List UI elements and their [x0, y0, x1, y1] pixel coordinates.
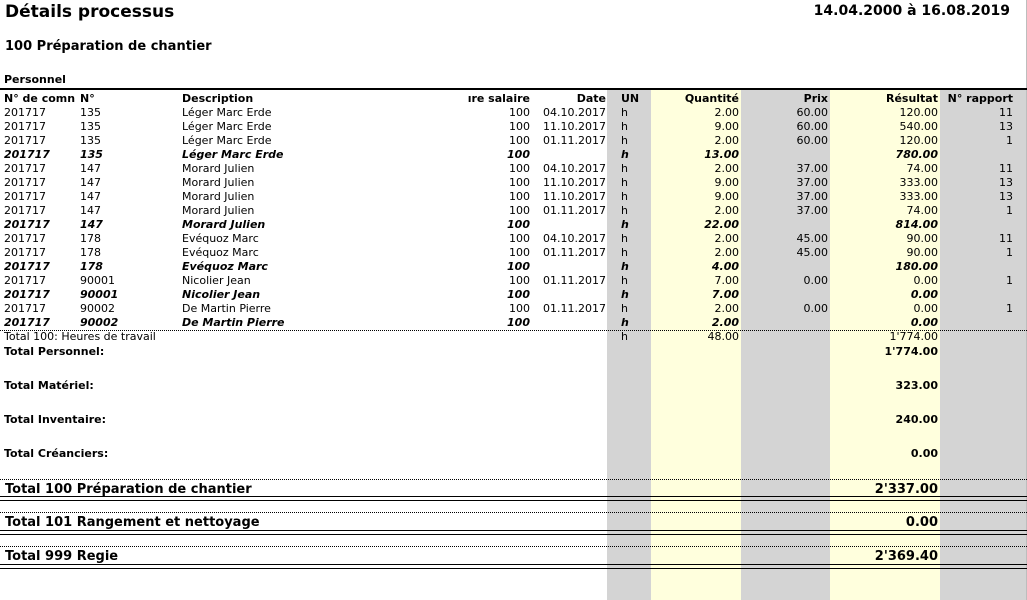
cell-qty: 9.00: [714, 190, 739, 203]
cell-cmd: 201717: [4, 134, 46, 147]
cell-date: [534, 316, 606, 330]
cell-date: 01.11.2017: [543, 204, 606, 217]
cell-price: [741, 218, 828, 232]
cell-price: 37.00: [796, 204, 828, 217]
cell-cmd: 201717: [4, 260, 50, 273]
cell-date: [534, 218, 606, 232]
cell-qty: 2.00: [711, 316, 739, 329]
cell-res: 780.00: [895, 148, 938, 161]
grand-total-value: 2'369.40: [874, 549, 938, 564]
grand-total-101: [0, 513, 1027, 531]
col-header-order: N° de comn: [4, 92, 76, 105]
cell-date: [534, 288, 606, 302]
date-range: 14.04.2000 à 16.08.2019: [813, 3, 1010, 19]
cell-cmd: 201717: [4, 246, 46, 259]
section-total-value: 323.00: [895, 379, 938, 392]
cell-date: 01.11.2017: [543, 274, 606, 287]
cell-date: 01.11.2017: [543, 302, 606, 315]
cell-date: 01.11.2017: [543, 134, 606, 147]
cell-no: 135: [80, 148, 103, 161]
cell-res: 180.00: [895, 260, 938, 273]
cell-rap: 11: [999, 232, 1013, 245]
double-rule: [0, 564, 1027, 569]
grand-total-label: Total 999 Regie: [5, 549, 119, 564]
cell-qty: 2.00: [714, 204, 739, 217]
cell-no: 147: [80, 176, 101, 189]
table-row: [0, 274, 1027, 288]
cell-rap: 1: [1006, 134, 1013, 147]
cell-qty: 7.00: [711, 288, 739, 301]
cell-qty: 13.00: [704, 148, 739, 161]
cell-cmd: 201717: [4, 106, 46, 119]
cell-res: 120.00: [899, 106, 938, 119]
cell-price: 45.00: [796, 232, 828, 245]
cell-res: 74.00: [906, 162, 938, 175]
col-header-salary: ıre salaire: [467, 92, 530, 105]
cell-res: 333.00: [899, 176, 938, 189]
cell-sal: 100: [509, 204, 530, 217]
cell-cmd: 201717: [4, 176, 46, 189]
col-header-result: Résultat: [885, 92, 938, 105]
table-row: [0, 134, 1027, 148]
cell-cmd: 201717: [4, 120, 46, 133]
cell-desc: Léger Marc Erde: [182, 120, 272, 133]
cell-qty: 22.00: [704, 218, 739, 231]
section-total-value: 0.00: [910, 447, 938, 460]
cell-desc: Evéquoz Marc: [182, 246, 259, 259]
table-row: [0, 162, 1027, 176]
section-total-label: Total Créanciers:: [4, 447, 109, 460]
cell-cmd: 201717: [4, 218, 50, 231]
cell-price: 37.00: [796, 190, 828, 203]
cell-cmd: 201717: [4, 288, 50, 301]
cell-un: h: [621, 106, 628, 119]
grand-total-value: 2'337.00: [874, 482, 938, 497]
cell-desc: Evéquoz Marc: [182, 232, 259, 245]
hours-total-unit: h: [621, 330, 628, 343]
cell-un: h: [621, 190, 628, 203]
cell-rap: 1: [1006, 246, 1013, 259]
cell-res: 90.00: [906, 232, 938, 245]
cell-un: h: [621, 176, 628, 189]
cell-qty: 2.00: [714, 106, 739, 119]
cell-no: 147: [80, 218, 103, 231]
cell-res: 333.00: [899, 190, 938, 203]
cell-sal: 100: [509, 176, 530, 189]
cell-price: 0.00: [803, 274, 828, 287]
hours-total-quantity: 48.00: [707, 330, 739, 343]
cell-res: 0.00: [910, 316, 938, 329]
cell-date: [534, 260, 606, 274]
cell-un: h: [621, 148, 629, 161]
cell-sal: 100: [509, 106, 530, 119]
cell-desc: Léger Marc Erde: [182, 134, 272, 147]
table-row: [0, 190, 1027, 204]
table-row: [0, 106, 1027, 120]
cell-price: 37.00: [796, 176, 828, 189]
subtotal-row: [0, 288, 1027, 302]
cell-cmd: 201717: [4, 302, 46, 315]
cell-sal: 100: [509, 246, 530, 259]
cell-un: h: [621, 302, 628, 315]
cell-sal: 100: [509, 232, 530, 245]
cell-no: 90001: [80, 288, 119, 301]
cell-date: 11.10.2017: [543, 190, 606, 203]
cell-no: 90001: [80, 274, 115, 287]
section-title: Personnel: [4, 73, 66, 86]
cell-res: 0.00: [910, 288, 938, 301]
cell-no: 178: [80, 260, 103, 273]
col-header-price: Prix: [803, 92, 828, 105]
table-row: [0, 232, 1027, 246]
cell-rap: 11: [999, 162, 1013, 175]
table-row: [0, 176, 1027, 190]
col-header-number: N°: [80, 92, 95, 105]
cell-date: 01.11.2017: [543, 246, 606, 259]
cell-price: [741, 316, 828, 330]
cell-no: 147: [80, 162, 101, 175]
cell-qty: 4.00: [711, 260, 739, 273]
cell-no: 147: [80, 204, 101, 217]
cell-sal: 100: [507, 316, 530, 329]
page-title: Détails processus: [5, 2, 175, 22]
cell-res: 120.00: [899, 134, 938, 147]
col-header-unit: UN: [621, 92, 640, 105]
cell-price: 60.00: [796, 106, 828, 119]
section-total-label: Total Inventaire:: [4, 413, 107, 426]
cell-sal: 100: [509, 120, 530, 133]
col-header-description: Description: [182, 92, 254, 105]
cell-un: h: [621, 288, 629, 301]
cell-rap: 11: [999, 106, 1013, 119]
double-rule: [0, 530, 1027, 535]
cell-sal: 100: [509, 274, 530, 287]
cell-price: 60.00: [796, 120, 828, 133]
cell-desc: Morard Julien: [182, 218, 266, 231]
section-total-value: 1'774.00: [884, 345, 938, 358]
col-header-date: Date: [576, 92, 606, 105]
cell-rap: [940, 148, 1013, 162]
subtotal-row: [0, 260, 1027, 274]
table-row: [0, 246, 1027, 260]
cell-qty: 9.00: [714, 176, 739, 189]
cell-rap: [940, 316, 1013, 330]
subtotal-row: [0, 148, 1027, 162]
cell-desc: De Martin Pierre: [182, 302, 271, 315]
cell-price: [741, 148, 828, 162]
cell-date: 04.10.2017: [543, 106, 606, 119]
cell-date: [534, 148, 606, 162]
cell-desc: Morard Julien: [182, 162, 255, 175]
cell-price: 60.00: [796, 134, 828, 147]
subtotal-row: [0, 218, 1027, 232]
cell-res: 0.00: [913, 302, 938, 315]
cell-rap: 13: [999, 176, 1013, 189]
cell-desc: Léger Marc Erde: [182, 106, 272, 119]
cell-price: 37.00: [796, 162, 828, 175]
cell-qty: 9.00: [714, 120, 739, 133]
cell-un: h: [621, 204, 628, 217]
cell-no: 178: [80, 246, 101, 259]
cell-qty: 7.00: [714, 274, 739, 287]
cell-no: 135: [80, 106, 101, 119]
cell-res: 540.00: [899, 120, 938, 133]
cell-price: 45.00: [796, 246, 828, 259]
cell-sal: 100: [509, 162, 530, 175]
hours-total-result: 1'774.00: [889, 330, 938, 343]
cell-rap: [940, 260, 1013, 274]
cell-res: 0.00: [913, 274, 938, 287]
cell-date: 11.10.2017: [543, 176, 606, 189]
section-total-label: Total Matériel:: [4, 379, 94, 392]
cell-date: 11.10.2017: [543, 120, 606, 133]
cell-un: h: [621, 218, 629, 231]
cell-un: h: [621, 316, 629, 329]
table-row: [0, 204, 1027, 218]
cell-qty: 2.00: [714, 246, 739, 259]
subtotal-row: [0, 316, 1027, 331]
grand-total-999: [0, 547, 1027, 565]
cell-desc: Léger Marc Erde: [182, 148, 284, 161]
cell-desc: Nicolier Jean: [182, 274, 251, 287]
cell-desc: Morard Julien: [182, 176, 255, 189]
cell-cmd: 201717: [4, 148, 50, 161]
cell-un: h: [621, 120, 628, 133]
cell-sal: 100: [509, 302, 530, 315]
cell-sal: 100: [507, 148, 530, 161]
cell-desc: Nicolier Jean: [182, 288, 261, 301]
cell-no: 135: [80, 134, 101, 147]
cell-date: 04.10.2017: [543, 162, 606, 175]
cell-un: h: [621, 274, 628, 287]
cell-no: 147: [80, 190, 101, 203]
cell-un: h: [621, 162, 628, 175]
cell-cmd: 201717: [4, 274, 46, 287]
col-header-report: N° rapport: [947, 92, 1013, 105]
cell-price: [741, 288, 828, 302]
process-subtitle: 100 Préparation de chantier: [5, 39, 212, 54]
cell-sal: 100: [507, 260, 530, 273]
grand-total-label: Total 100 Préparation de chantier: [5, 482, 252, 497]
cell-rap: 13: [999, 120, 1013, 133]
cell-date: 04.10.2017: [543, 232, 606, 245]
cell-price: 0.00: [803, 302, 828, 315]
cell-un: h: [621, 134, 628, 147]
table-row: [0, 302, 1027, 316]
cell-qty: 2.00: [714, 302, 739, 315]
cell-cmd: 201717: [4, 162, 46, 175]
cell-res: 74.00: [906, 204, 938, 217]
cell-desc: Morard Julien: [182, 190, 255, 203]
cell-no: 90002: [80, 316, 119, 329]
cell-rap: 1: [1006, 274, 1013, 287]
hours-total-label: Total 100: Heures de travail: [4, 330, 156, 343]
cell-cmd: 201717: [4, 204, 46, 217]
cell-rap: 1: [1006, 302, 1013, 315]
cell-sal: 100: [509, 134, 530, 147]
grand-total-label: Total 101 Rangement et nettoyage: [5, 515, 260, 530]
table-row: [0, 120, 1027, 134]
double-rule: [0, 496, 1027, 501]
section-total-value: 240.00: [895, 413, 938, 426]
cell-no: 135: [80, 120, 101, 133]
col-header-quantity: Quantité: [684, 92, 739, 105]
cell-desc: Morard Julien: [182, 204, 255, 217]
cell-cmd: 201717: [4, 190, 46, 203]
cell-sal: 100: [507, 218, 530, 231]
grand-total-value: 0.00: [905, 515, 938, 530]
cell-res: 90.00: [906, 246, 938, 259]
table-header: [0, 88, 1027, 104]
cell-desc: Evéquoz Marc: [182, 260, 268, 273]
cell-sal: 100: [507, 288, 530, 301]
section-total-label: Total Personnel:: [4, 345, 105, 358]
cell-qty: 2.00: [714, 232, 739, 245]
cell-price: [741, 260, 828, 274]
cell-un: h: [621, 232, 628, 245]
cell-rap: 1: [1006, 204, 1013, 217]
cell-qty: 2.00: [714, 134, 739, 147]
cell-sal: 100: [509, 190, 530, 203]
cell-qty: 2.00: [714, 162, 739, 175]
cell-rap: 13: [999, 190, 1013, 203]
cell-desc: De Martin Pierre: [182, 316, 285, 329]
cell-un: h: [621, 246, 628, 259]
cell-res: 814.00: [895, 218, 938, 231]
cell-un: h: [621, 260, 629, 273]
cell-rap: [940, 218, 1013, 232]
cell-cmd: 201717: [4, 232, 46, 245]
cell-no: 90002: [80, 302, 115, 315]
cell-no: 178: [80, 232, 101, 245]
cell-cmd: 201717: [4, 316, 50, 329]
cell-rap: [940, 288, 1013, 302]
